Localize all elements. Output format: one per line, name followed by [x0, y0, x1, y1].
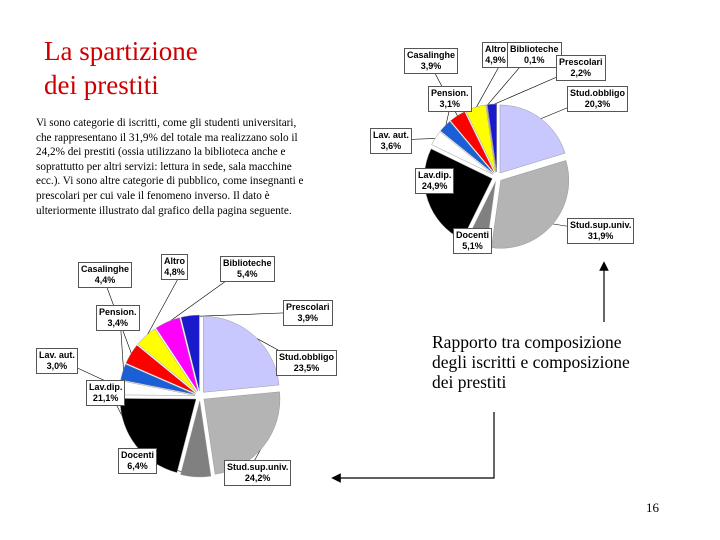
slide-title-line2: dei prestiti [44, 70, 159, 100]
slice-label-name: Biblioteche [510, 44, 559, 54]
pie2-label [96, 305, 140, 331]
pie1-label [453, 228, 492, 254]
pie2-label [276, 350, 337, 376]
slice-label-name: Stud.obbligo [570, 88, 625, 98]
slice-label-name: Stud.sup.univ. [570, 220, 632, 230]
slice-label-value: 6,4% [127, 461, 148, 471]
slide-title-line1: La spartizione [44, 36, 198, 66]
caption-line2: degli iscritti e composizione [432, 352, 630, 372]
slice-label-name: Lav.dip. [89, 382, 123, 392]
slice-label-name: Stud.sup.univ. [227, 462, 289, 472]
slice-label-value: 4,8% [164, 267, 185, 277]
slice-label-value: 3,1% [439, 99, 461, 109]
slice-label-value: 3,9% [420, 61, 442, 71]
slice-label-name: Pension. [431, 88, 469, 98]
slice-label-value: 3,0% [46, 361, 68, 371]
slice-label-value: 23,5% [293, 363, 320, 373]
slice-label-value: 3,6% [380, 141, 402, 151]
slice-label-name: Lav. aut. [373, 130, 409, 140]
slice-label-value: 20,3% [584, 99, 611, 109]
pie2-label [220, 256, 275, 282]
slice-label-name: Lav.dip. [418, 170, 452, 180]
slice-label-value: 24,9% [421, 181, 448, 191]
slice-label-name: Pension. [99, 307, 137, 317]
pie1-label [507, 42, 562, 68]
slice-label-name: Altro [485, 44, 506, 54]
pie1-label [482, 42, 509, 68]
pie1-label [404, 48, 458, 74]
slice-label-value: 31,9% [587, 231, 614, 241]
slice-label-name: Biblioteche [223, 258, 272, 268]
slice-label-value: 2,2% [570, 68, 592, 78]
slice-label-name: Altro [164, 256, 185, 266]
caption-line3: dei prestiti [432, 372, 507, 392]
pie2-label [161, 254, 188, 280]
slice-label-name: Prescolari [559, 57, 603, 67]
pie1-label [415, 168, 454, 194]
pie1-label [556, 55, 606, 81]
slice-label-value: 5,1% [462, 241, 483, 251]
page-number: 16 [646, 500, 659, 515]
pie2-label [224, 460, 291, 486]
slice-label-name: Prescolari [286, 302, 330, 312]
slice-label-value: 24,2% [244, 473, 271, 483]
slice-label-value: 4,4% [94, 275, 116, 285]
arrow-left [336, 412, 494, 478]
pie2-label [283, 300, 333, 326]
slice-label-value: 4,9% [485, 55, 506, 65]
slice-label-name: Stud.obbligo [279, 352, 334, 362]
pie2-label [118, 448, 157, 474]
pie1-label [428, 86, 472, 112]
slice-label-value: 5,4% [237, 269, 258, 279]
pie2-label [36, 348, 78, 374]
pie2-label [78, 262, 132, 288]
slice-label-name: Lav. aut. [39, 350, 75, 360]
slice-label-name: Docenti [121, 450, 155, 460]
pie1-label [567, 86, 628, 112]
slice-label-name: Casalinghe [407, 50, 456, 60]
slice-label-value: 3,9% [297, 313, 319, 323]
body-paragraph: Vi sono categorie di iscritti, come gli studenti universitari, che rappresentano il 31,9% del totale ma realizzano solo il 24,2% dei prestiti (ossia utilizzano la biblioteca anche e soprattutto per altri servizi: lettura in sede, sala macchine ecc.). Vi sono altre categorie di pubblico, come insegnanti e prescolari per cui vale il fenomeno inverso. Il dato è ulteriormente illustrato dal grafico della pagina seguente. [36, 117, 304, 217]
slice-label-value: 0,1% [524, 55, 545, 65]
slice-label-name: Casalinghe [81, 264, 130, 274]
pie2-label [86, 380, 125, 406]
pie1-label [370, 128, 412, 154]
caption-line1: Rapporto tra composizione [432, 332, 622, 352]
slice-label-value: 21,1% [92, 393, 119, 403]
slice-label-value: 3,4% [107, 318, 129, 328]
pie1-label [567, 218, 634, 244]
slice-label-name: Docenti [456, 230, 490, 240]
